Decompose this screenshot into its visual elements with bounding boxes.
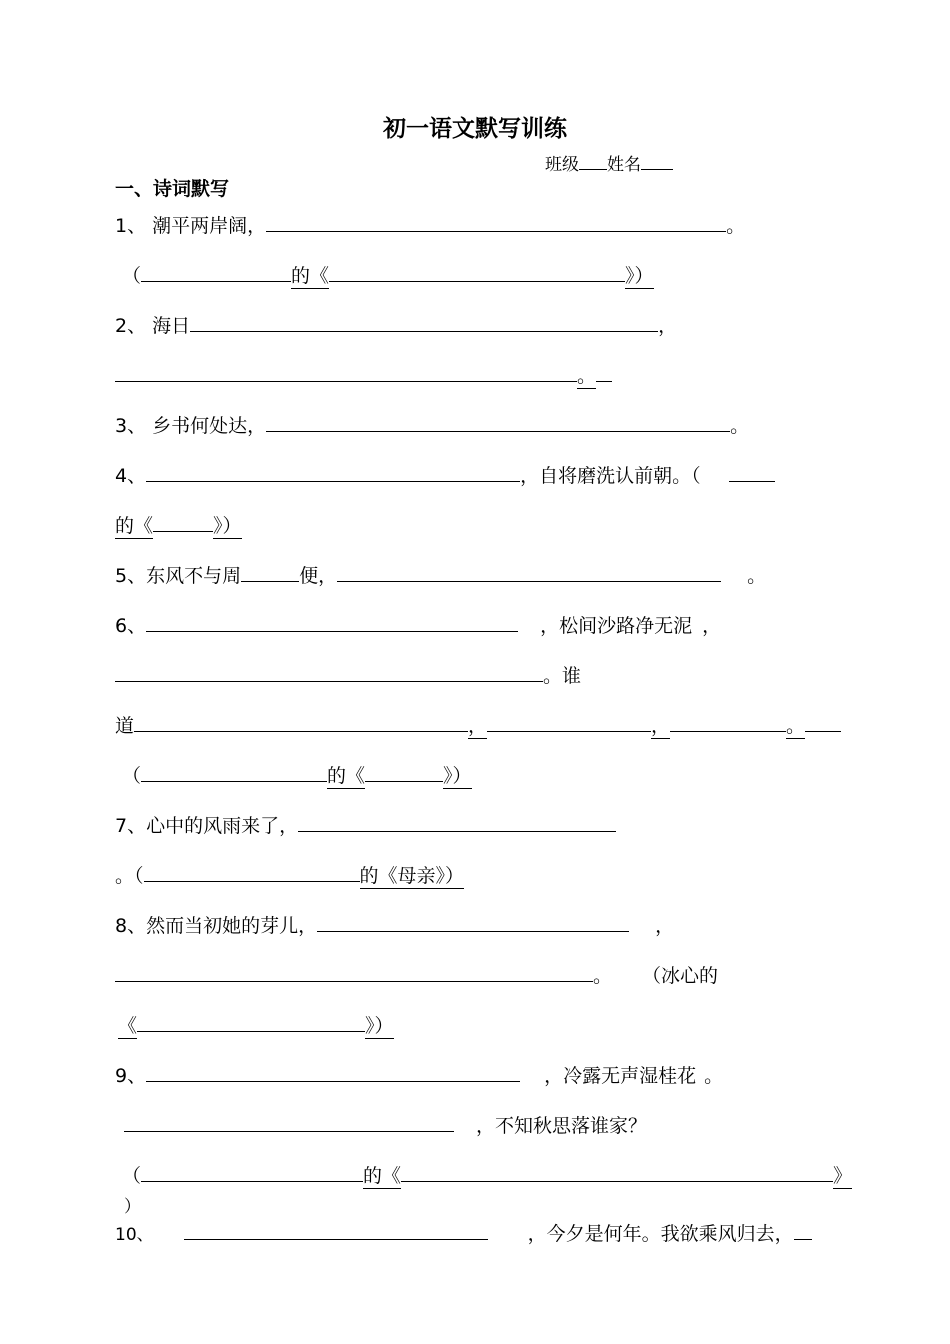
q1-title-blank[interactable] <box>329 262 625 282</box>
question-9-line2: ，不知秋思落谁家？ <box>124 1112 647 1139</box>
class-blank[interactable] <box>579 150 607 170</box>
q1-blank[interactable] <box>266 212 726 232</box>
q8-title-blank[interactable] <box>137 1012 365 1032</box>
question-8-source: 《 》） <box>118 1012 394 1039</box>
question-9: 9、 ，冷露无声湿桂花 。 <box>115 1062 723 1089</box>
q9-title-blank[interactable] <box>401 1162 833 1182</box>
question-2-line2: 。 <box>115 362 612 389</box>
q6-blank-1[interactable] <box>146 612 518 632</box>
student-info <box>545 150 673 175</box>
q9-blank-1[interactable] <box>146 1062 520 1082</box>
question-6-line3: 道 ， ， 。 <box>115 712 841 739</box>
q3-blank[interactable] <box>266 412 730 432</box>
q6-author-blank[interactable] <box>141 762 327 782</box>
page-title: 初一语文默写训练 <box>383 115 567 142</box>
q10-blank-1[interactable] <box>184 1220 488 1240</box>
q6-blank-3[interactable] <box>134 712 468 732</box>
name-blank[interactable] <box>641 150 673 170</box>
question-7: 7、心中的风雨来了， <box>115 812 616 839</box>
q7-author-blank[interactable] <box>144 862 360 882</box>
question-1: 1、 潮平两岸阔， 。 <box>115 212 745 239</box>
q5-blank-1[interactable] <box>241 562 299 582</box>
q8-blank-1[interactable] <box>317 912 629 932</box>
question-8-line2: 。 （冰心的 <box>115 962 718 989</box>
question-1-source: （ 的《 》） <box>122 262 654 289</box>
q4-title-blank[interactable] <box>153 512 213 532</box>
class-label: 班级 <box>545 155 579 175</box>
q2-blank-1[interactable] <box>190 312 658 332</box>
question-6: 6、 ，松间沙路净无泥 ， <box>115 612 721 639</box>
q9-author-blank[interactable] <box>141 1162 363 1182</box>
question-2: 2、 海日 ， <box>115 312 677 339</box>
q6-blank-2[interactable] <box>115 662 543 682</box>
q4-blank[interactable] <box>146 462 520 482</box>
q10-blank-2[interactable] <box>794 1220 812 1240</box>
q9-blank-2[interactable] <box>124 1112 454 1132</box>
q8-blank-2[interactable] <box>115 962 593 982</box>
question-8: 8、然而当初她的芽儿， ， <box>115 912 674 939</box>
q6-title-blank[interactable] <box>365 762 443 782</box>
q1-author-blank[interactable] <box>141 262 291 282</box>
question-5: 5、东风不与周 便， 。 <box>115 562 766 589</box>
q5-blank-2[interactable] <box>337 562 721 582</box>
question-9-source-end: ） <box>124 1197 141 1217</box>
question-9-source: （ 的《 》 <box>122 1162 852 1189</box>
question-6-line2: 。谁 <box>115 662 581 689</box>
question-4-source: 的《 》） <box>115 512 242 539</box>
section-heading: 一、诗词默写 <box>115 178 230 200</box>
q7-blank[interactable] <box>298 812 616 832</box>
question-10: 10、 ，今夕是何年。我欲乘风归去， <box>115 1220 812 1248</box>
question-7-source: 。（ 的《母亲》） <box>115 862 464 889</box>
question-3: 3、 乡书何处达， 。 <box>115 412 749 439</box>
q4-author-blank[interactable] <box>729 462 775 482</box>
q6-blank-5[interactable] <box>670 712 786 732</box>
q2-blank-2[interactable] <box>115 362 577 382</box>
name-label: 姓名 <box>607 155 641 175</box>
question-6-source: （ 的《 》） <box>122 762 472 789</box>
q6-blank-4[interactable] <box>487 712 651 732</box>
question-4: 4、 ，自将磨洗认前朝。（ <box>115 462 775 489</box>
